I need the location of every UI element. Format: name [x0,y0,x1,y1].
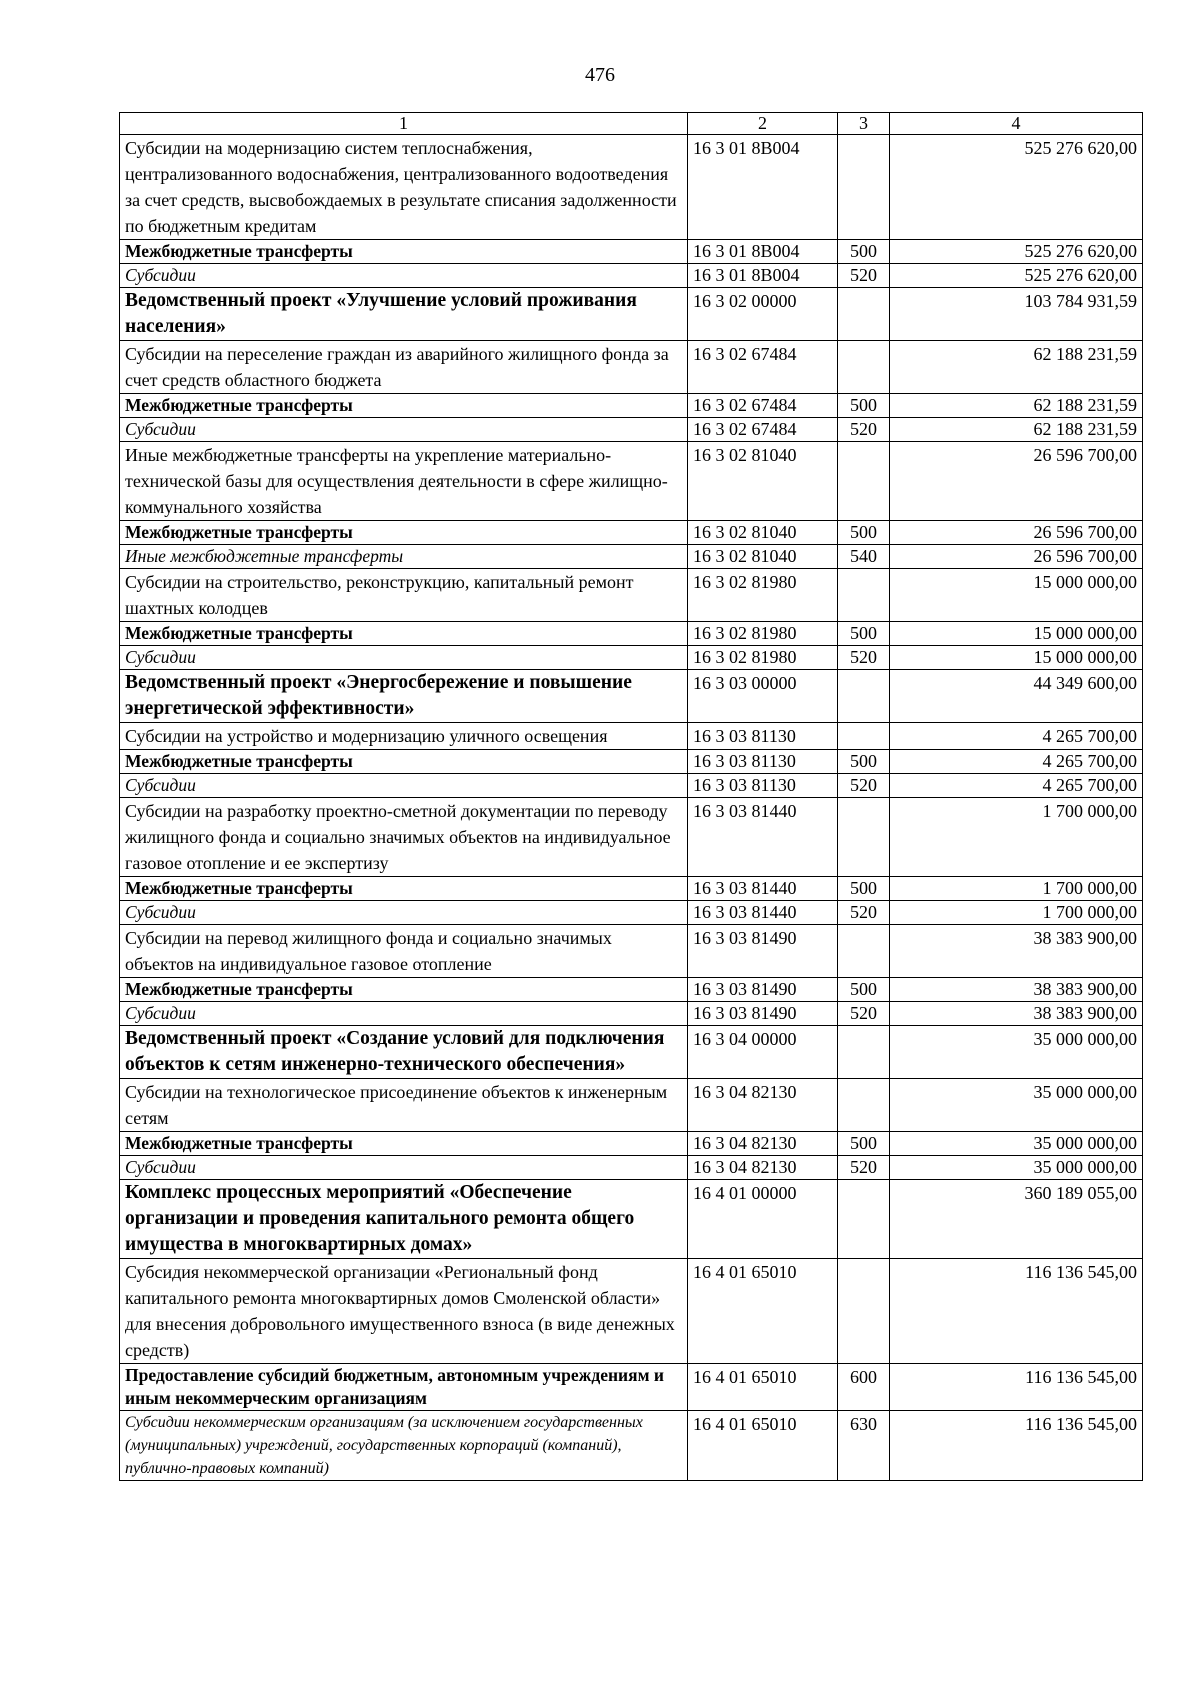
table-row [120,901,1143,925]
table-row [120,646,1143,670]
row-code: 16 3 02 81040 [688,545,838,569]
row-code: 16 3 01 8В004 [688,240,838,264]
row-amount: 4 265 700,00 [890,750,1143,774]
row-name: Межбюджетные трансферты [120,240,688,264]
row-amount: 525 276 620,00 [890,240,1143,264]
row-code: 16 4 01 00000 [688,1180,838,1259]
row-amount: 1 700 000,00 [890,798,1143,877]
table-row [120,240,1143,264]
row-code: 16 3 02 81980 [688,622,838,646]
row-code: 16 4 01 65010 [688,1259,838,1364]
row-code: 16 3 03 81130 [688,774,838,798]
row-expense-type: 500 [838,750,890,774]
row-amount: 62 188 231,59 [890,394,1143,418]
row-code: 16 3 02 81040 [688,442,838,521]
row-expense-type [838,798,890,877]
row-code: 16 3 03 81490 [688,1002,838,1026]
table-row [120,1132,1143,1156]
table-row [120,442,1143,521]
row-amount: 1 700 000,00 [890,901,1143,925]
row-code: 16 3 03 81490 [688,925,838,978]
row-expense-type [838,1079,890,1132]
row-name: Субсидия некоммерческой организации «Региональный фонд капитального ремонта многоквартирных домов Смоленской области» для внесения добровольного имущественного взноса (в виде денежных средств) [120,1259,688,1364]
table-row [120,341,1143,394]
row-amount: 35 000 000,00 [890,1132,1143,1156]
row-amount: 35 000 000,00 [890,1026,1143,1079]
row-name: Межбюджетные трансферты [120,978,688,1002]
table-row [120,798,1143,877]
row-expense-type [838,1026,890,1079]
table-row [120,774,1143,798]
row-name: Межбюджетные трансферты [120,1132,688,1156]
row-amount: 116 136 545,00 [890,1364,1143,1411]
row-expense-type [838,288,890,341]
row-expense-type: 520 [838,646,890,670]
row-code: 16 3 02 00000 [688,288,838,341]
table-row [120,264,1143,288]
row-amount: 62 188 231,59 [890,418,1143,442]
row-name: Субсидии на разработку проектно-сметной документации по переводу жилищного фонда и социально значимых объектов на индивидуальное газовое отопление и ее экспертизу [120,798,688,877]
row-expense-type: 520 [838,1156,890,1180]
row-code: 16 3 02 67484 [688,418,838,442]
column-header: 2 [688,113,838,135]
table-row [120,545,1143,569]
row-expense-type: 520 [838,418,890,442]
row-name: Иные межбюджетные трансферты на укрепление материально-технической базы для осуществления деятельности в сфере жилищно-коммунального хозяйства [120,442,688,521]
page-number: 476 [585,64,615,86]
row-name: Межбюджетные трансферты [120,394,688,418]
row-code: 16 3 04 00000 [688,1026,838,1079]
row-name: Межбюджетные трансферты [120,877,688,901]
row-code: 16 3 01 8В004 [688,264,838,288]
row-code: 16 3 03 00000 [688,670,838,723]
row-name: Межбюджетные трансферты [120,521,688,545]
table-row [120,750,1143,774]
row-amount: 525 276 620,00 [890,135,1143,240]
row-name: Субсидии на переселение граждан из аварийного жилищного фонда за счет средств областного бюджета [120,341,688,394]
row-name: Субсидии на строительство, реконструкцию, капитальный ремонт шахтных колодцев [120,569,688,622]
row-code: 16 3 02 67484 [688,341,838,394]
row-expense-type: 520 [838,901,890,925]
table-row [120,1156,1143,1180]
table-row [120,1026,1143,1079]
row-amount: 38 383 900,00 [890,1002,1143,1026]
row-code: 16 3 02 67484 [688,394,838,418]
row-expense-type [838,1259,890,1364]
row-code: 16 3 03 81490 [688,978,838,1002]
row-amount: 15 000 000,00 [890,569,1143,622]
row-expense-type [838,135,890,240]
row-amount: 116 136 545,00 [890,1411,1143,1481]
row-amount: 26 596 700,00 [890,545,1143,569]
row-name: Иные межбюджетные трансферты [120,545,688,569]
row-code: 16 3 03 81440 [688,877,838,901]
row-code: 16 3 02 81980 [688,646,838,670]
row-name: Предоставление субсидий бюджетным, автономным учреждениям и иным некоммерческим организациям [120,1364,688,1411]
table-row [120,877,1143,901]
column-header: 4 [890,113,1143,135]
table-row [120,723,1143,750]
row-expense-type [838,569,890,622]
row-expense-type: 630 [838,1411,890,1481]
table-row [120,1364,1143,1411]
table-row [120,622,1143,646]
row-expense-type: 500 [838,877,890,901]
row-amount: 15 000 000,00 [890,622,1143,646]
row-code: 16 3 03 81130 [688,750,838,774]
table-row [120,1180,1143,1259]
row-code: 16 3 01 8В004 [688,135,838,240]
table-row [120,1002,1143,1026]
row-amount: 62 188 231,59 [890,341,1143,394]
row-name: Субсидии [120,1156,688,1180]
row-amount: 35 000 000,00 [890,1156,1143,1180]
row-code: 16 3 02 81040 [688,521,838,545]
row-amount: 116 136 545,00 [890,1259,1143,1364]
table-row [120,1259,1143,1364]
row-name: Ведомственный проект «Энергосбережение и повышение энергетической эффективности» [120,670,688,723]
row-amount: 1 700 000,00 [890,877,1143,901]
table-row [120,521,1143,545]
row-name: Ведомственный проект «Улучшение условий проживания населения» [120,288,688,341]
row-amount: 44 349 600,00 [890,670,1143,723]
row-code: 16 3 04 82130 [688,1132,838,1156]
row-name: Субсидии некоммерческим организациям (за исключением государственных (муниципальных) учреждений, государственных корпораций (компаний), публично-правовых компаний) [120,1411,688,1481]
row-amount: 525 276 620,00 [890,264,1143,288]
row-amount: 38 383 900,00 [890,925,1143,978]
row-code: 16 3 04 82130 [688,1156,838,1180]
row-code: 16 3 03 81130 [688,723,838,750]
row-expense-type: 500 [838,394,890,418]
table-row [120,288,1143,341]
row-name: Межбюджетные трансферты [120,750,688,774]
row-expense-type [838,925,890,978]
row-amount: 15 000 000,00 [890,646,1143,670]
table-row [120,670,1143,723]
row-code: 16 4 01 65010 [688,1411,838,1481]
row-expense-type: 500 [838,622,890,646]
row-expense-type: 540 [838,545,890,569]
row-code: 16 4 01 65010 [688,1364,838,1411]
table-row [120,978,1143,1002]
row-amount: 103 784 931,59 [890,288,1143,341]
row-expense-type: 520 [838,1002,890,1026]
row-code: 16 3 02 81980 [688,569,838,622]
row-name: Субсидии [120,774,688,798]
row-name: Субсидии [120,901,688,925]
table-row [120,569,1143,622]
row-amount: 26 596 700,00 [890,442,1143,521]
column-header: 3 [838,113,890,135]
row-amount: 360 189 055,00 [890,1180,1143,1259]
row-expense-type: 520 [838,774,890,798]
row-code: 16 3 04 82130 [688,1079,838,1132]
row-name: Субсидии [120,264,688,288]
row-expense-type: 500 [838,521,890,545]
table-row [120,418,1143,442]
row-expense-type [838,341,890,394]
row-amount: 4 265 700,00 [890,774,1143,798]
row-name: Комплекс процессных мероприятий «Обеспечение организации и проведения капитального ремонта общего имущества в многоквартирных домах» [120,1180,688,1259]
row-expense-type: 520 [838,264,890,288]
row-name: Субсидии на устройство и модернизацию уличного освещения [120,723,688,750]
row-expense-type: 600 [838,1364,890,1411]
row-amount: 38 383 900,00 [890,978,1143,1002]
table-row [120,135,1143,240]
row-expense-type: 500 [838,1132,890,1156]
row-name: Субсидии на модернизацию систем теплоснабжения, централизованного водоснабжения, централизованного водоотведения за счет средств, высвобождаемых в результате списания задолженности по бюджетным кредитам [120,135,688,240]
row-name: Субсидии [120,1002,688,1026]
table-row [120,394,1143,418]
budget-table [119,112,1143,1481]
row-code: 16 3 03 81440 [688,901,838,925]
table-header-row [120,113,1143,135]
table-row [120,1079,1143,1132]
row-name: Субсидии на перевод жилищного фонда и социально значимых объектов на индивидуальное газовое отопление [120,925,688,978]
row-name: Субсидии [120,418,688,442]
row-expense-type [838,1180,890,1259]
row-amount: 26 596 700,00 [890,521,1143,545]
column-header: 1 [120,113,688,135]
row-expense-type [838,670,890,723]
row-name: Субсидии [120,646,688,670]
table-row [120,925,1143,978]
row-amount: 4 265 700,00 [890,723,1143,750]
row-name: Субсидии на технологическое присоединение объектов к инженерным сетям [120,1079,688,1132]
row-expense-type [838,442,890,521]
row-expense-type: 500 [838,978,890,1002]
row-code: 16 3 03 81440 [688,798,838,877]
row-name: Ведомственный проект «Создание условий для подключения объектов к сетям инженерно-технического обеспечения» [120,1026,688,1079]
row-name: Межбюджетные трансферты [120,622,688,646]
row-amount: 35 000 000,00 [890,1079,1143,1132]
row-expense-type [838,723,890,750]
row-expense-type: 500 [838,240,890,264]
table-row [120,1411,1143,1481]
